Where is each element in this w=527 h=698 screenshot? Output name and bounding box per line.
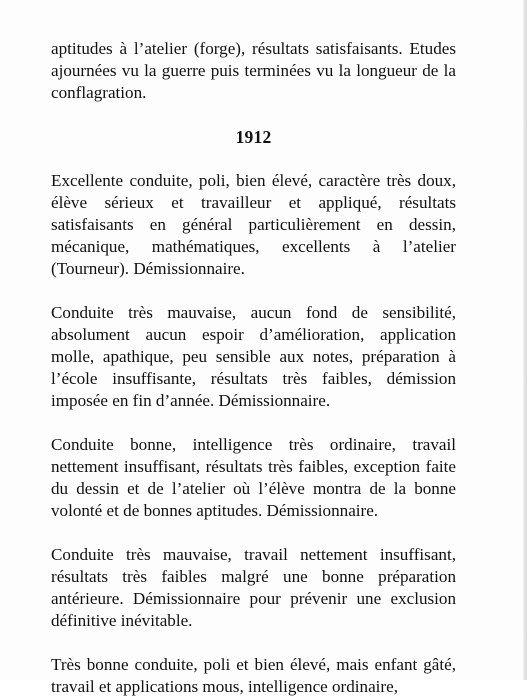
record-paragraph-4: Conduite très mauvaise, travail nettement insuffisant, résultats très faibles malgré une bonne préparation antérieure. Démissionnaire pour prévenir une exclusion définitive inévitable. bbox=[51, 545, 456, 630]
year-heading: 1912 bbox=[235, 127, 272, 147]
record-paragraph-1: Excellente conduite, poli, bien élevé, caractère très doux, élève sérieux et travailleur et appliqué, résultats satisfaisants en général particulièrement en dessin, mécanique, mathématiques, excellents à l’atelier (Tourneur). Démissionnaire. bbox=[51, 171, 456, 278]
record-paragraph-2: Conduite très mauvaise, aucun fond de sensibilité, absolument aucun espoir d’amélioration, application molle, apathique, peu sensible aux notes, préparation à l’école insuffisante, résultats très faibles, démission imposée en fin d’année. Démissionnaire. bbox=[51, 303, 456, 410]
intro-paragraph: aptitudes à l’atelier (forge), résultats satisfaisants. Etudes ajournées vu la guerre puis terminées vu la longueur de la conflagration. bbox=[51, 39, 456, 102]
record-paragraph-3: Conduite bonne, intelligence très ordinaire, travail nettement insuffisant, résultats très faibles, exception faite du dessin et de l’atelier où l’élève montra de la bonne volonté et de bonnes aptitudes. Démissionnaire. bbox=[51, 435, 456, 520]
document-body bbox=[51, 38, 456, 698]
record-paragraph-5: Très bonne conduite, poli et bien élevé, mais enfant gâté, travail et applications mous, intelligence ordinaire, bbox=[51, 655, 456, 696]
scan-edge-shadow bbox=[523, 0, 527, 680]
